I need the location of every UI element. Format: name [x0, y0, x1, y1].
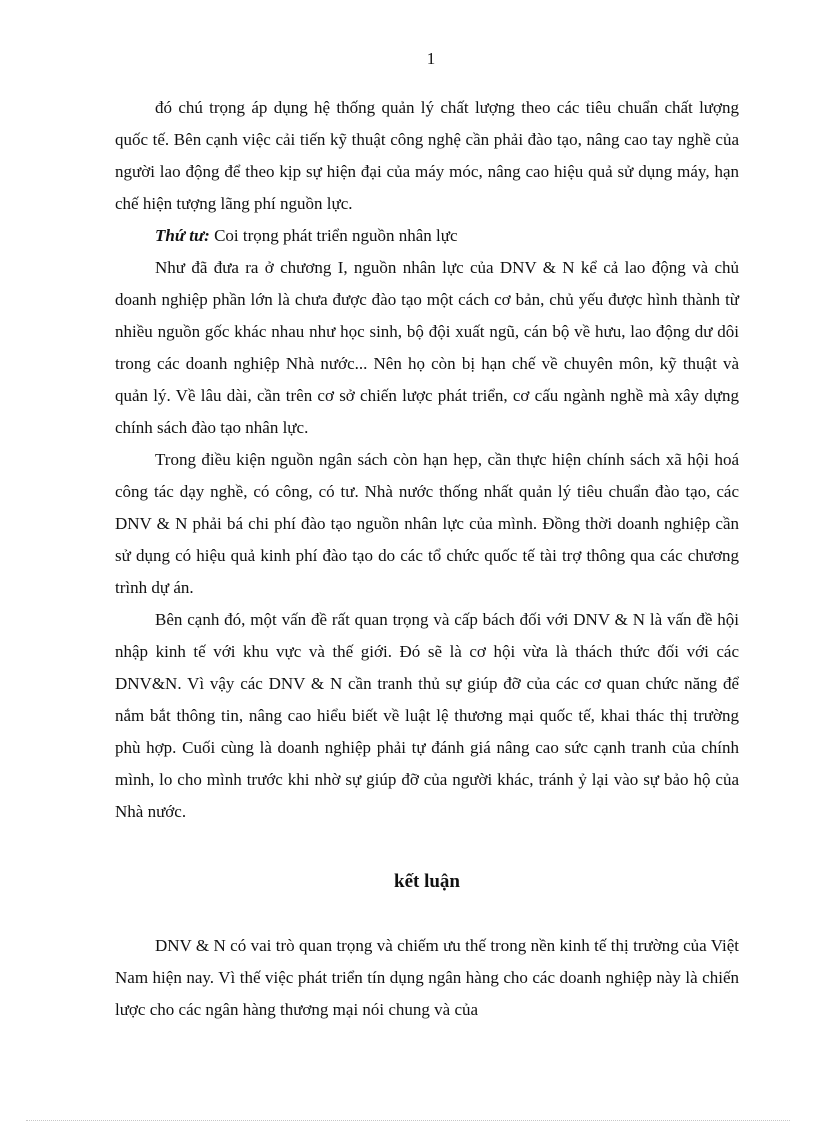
paragraph-training-budget: Trong điều kiện nguồn ngân sách còn hạn hẹp, cần thực hiện chính sách xã hội hoá công tác dạy nghề, có công, có tư. Nhà nước thống nhất quản lý tiêu chuẩn đào tạo, các DNV & N phải bá chi phí đào tạo nguồn nhân lực của mình. Đồng thời doanh nghiệp cần sử dụng có hiệu quả kinh phí đào tạo do các tổ chức quốc tế tài trợ thông qua các chương trình dự án.	[115, 450, 739, 597]
section-heading-label: Thứ tư:	[155, 226, 210, 245]
paragraph-economic-integration: Bên cạnh đó, một vấn đề rất quan trọng và cấp bách đối với DNV & N là vấn đề hội nhập kinh tế với khu vực và thế giới. Đó sẽ là cơ hội vừa là thách thức đối với các DNV&N. Vì vậy các DNV & N cần tranh thủ sự giúp đỡ của các cơ quan chức năng để nắm bắt thông tin, nâng cao hiểu biết về luật lệ thương mại quốc tế, khai thác thị trường phù hợp. Cuối cùng là doanh nghiệp phải tự đánh giá nâng cao sức cạnh tranh của chính mình, lo cho mình trước khi nhờ sự giúp đỡ của người khác, tránh ỷ lại vào sự bảo hộ của Nhà nước.	[115, 610, 739, 821]
document-body	[115, 92, 739, 1026]
section-heading-fourth	[115, 220, 739, 252]
section-heading-text: Coi trọng phát triển nguồn nhân lực	[209, 226, 458, 245]
paragraph-quality-management: đó chú trọng áp dụng hệ thống quản lý chất lượng theo các tiêu chuẩn chất lượng quốc tế. Bên cạnh việc cải tiến kỹ thuật công nghệ cần phải đào tạo, nâng cao tay nghề của người lao động để theo kịp sự hiện đại của máy móc, nâng cao hiệu quả sử dụng máy, hạn chế hiện tượng lãng phí nguồn lực.	[115, 98, 739, 213]
paragraph-conclusion: DNV & N có vai trò quan trọng và chiếm ưu thế trong nền kinh tế thị trường của Việt Nam hiện nay. Vì thế việc phát triển tín dụng ngân hàng cho các doanh nghiệp này là chiến lược cho các ngân hàng thương mại nói chung và của	[115, 936, 739, 1019]
paragraph-human-resources: Như đã đưa ra ở chương I, nguồn nhân lực của DNV & N kể cả lao động và chủ doanh nghiệp phần lớn là chưa được đào tạo một cách cơ bản, chủ yếu được hình thành từ nhiều nguồn gốc khác nhau như học sinh, bộ đội xuất ngũ, cán bộ về hưu, lao động dư dôi trong các doanh nghiệp Nhà nước... Nên họ còn bị hạn chế về chuyên môn, kỹ thuật và quản lý. Về lâu dài, cần trên cơ sở chiến lược phát triển, cơ cấu ngành nghề mà xây dựng chính sách đào tạo nhân lực.	[115, 258, 739, 437]
page-bottom-divider	[26, 1120, 790, 1121]
conclusion-heading: kết luận	[394, 871, 460, 892]
page-number: 1	[426, 49, 436, 68]
